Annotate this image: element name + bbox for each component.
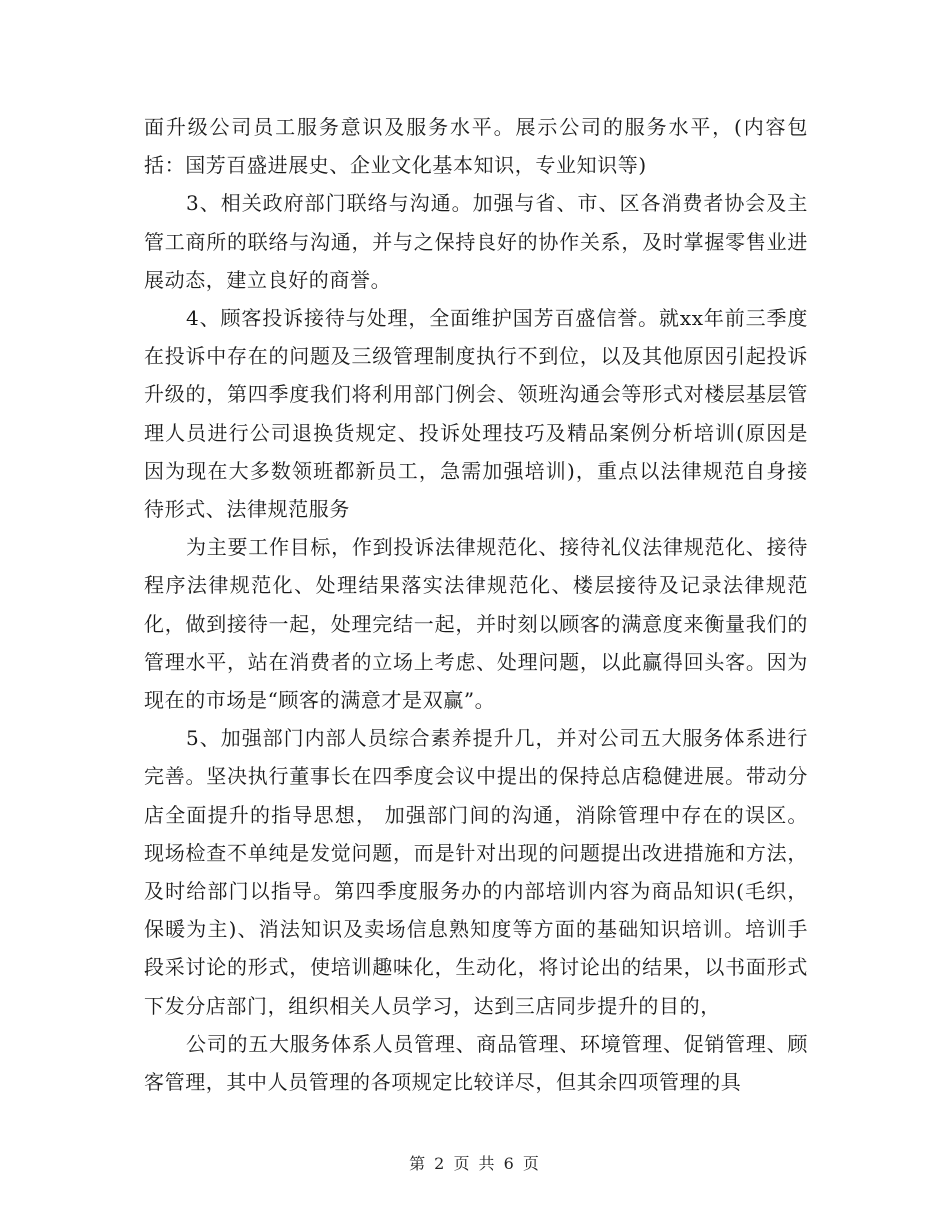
paragraph-item-4: 4、顾客投诉接待与处理，全面维护国芳百盛信誉。就xx年前三季度在投诉中存在的问题及三级管理制度执行不到位，以及其他原因引起投诉升级的，第四季度我们将利用部门例会、领班沟通会等形式对楼层基层管理人员进行公司退换货规定、投诉处理技巧及精品案例分析培训(原因是因为现在大多数领班都新员工，急需加强培训)，重点以法律规范自身接待形式、法律规范服务 <box>144 306 808 522</box>
paragraph-item-3: 3、相关政府部门联络与沟通。加强与省、市、区各消费者协会及主管工商所的联络与沟通，并与之保持良好的协作关系，及时掌握零售业进展动态，建立良好的商誉。 <box>144 191 808 292</box>
paragraph-item-5: 5、加强部门内部人员综合素养提升几，并对公司五大服务体系进行完善。坚决执行董事长在四季度会议中提出的保持总店稳健进展。带动分店全面提升的指导思想， 加强部门间的沟通，消除管理中存在的误区。现场检查不单纯是发觉问题，而是针对出现的问题提出改进措施和方法，及时给部门以指导。第四季度服务办的内部培训内容为商品知识(毛织，保暖为主)、消法知识及卖场信息熟知度等方面的基础知识培训。培训手段采讨论的形式，使培训趣味化，生动化，将讨论出的结果，以书面形式下发分店部门，组织相关人员学习，达到三店同步提升的目的， <box>144 726 808 1018</box>
document-body <box>144 108 808 1101</box>
paragraph-work-goal: 为主要工作目标，作到投诉法律规范化、接待礼仪法律规范化、接待程序法律规范化、处理结果落实法律规范化、楼层接待及记录法律规范化，做到接待一起，处理完结一起，并时刻以顾客的满意度来衡量我们的管理水平，站在消费者的立场上考虑、处理问题，以此赢得回头客。因为现在的市场是“顾客的满意才是双赢”。 <box>144 535 808 713</box>
page-number-footer: 第 2 页 共 6 页 <box>409 1154 541 1173</box>
paragraph-continuation: 面升级公司员工服务意识及服务水平。展示公司的服务水平，(内容包括：国芳百盛进展史、企业文化基本知识，专业知识等) <box>144 115 808 178</box>
paragraph-service-systems: 公司的五大服务体系人员管理、商品管理、环境管理、促销管理、顾客管理，其中人员管理的各项规定比较详尽，但其余四项管理的具 <box>144 1031 808 1095</box>
